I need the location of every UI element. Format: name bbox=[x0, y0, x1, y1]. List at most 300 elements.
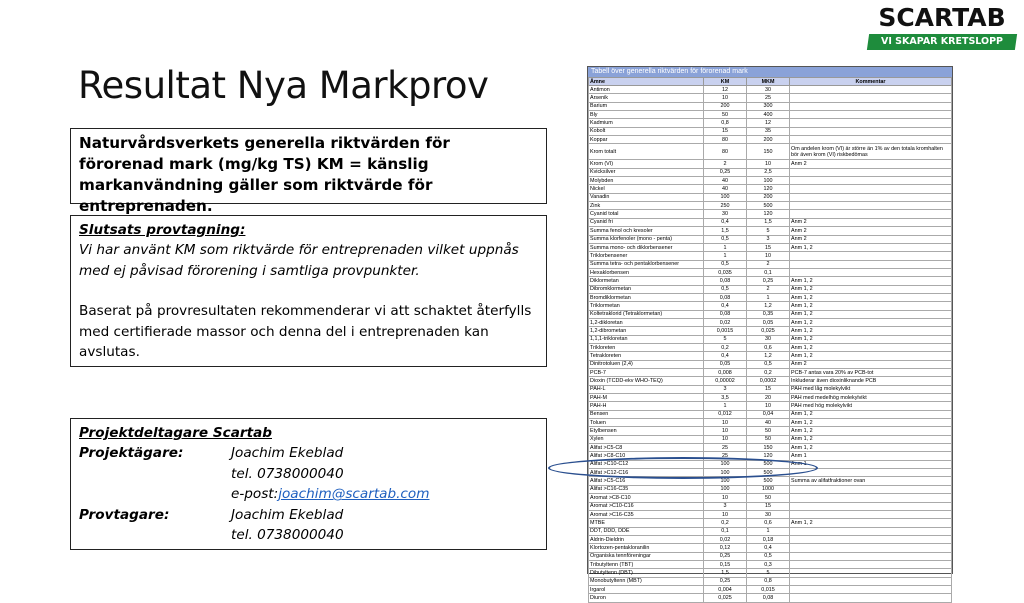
table-row bbox=[589, 360, 952, 368]
cell-mkm: 0,3 bbox=[747, 560, 790, 568]
table-row bbox=[589, 318, 952, 326]
cell-comment bbox=[790, 119, 952, 127]
table-row bbox=[589, 560, 952, 568]
cell-comment bbox=[790, 260, 952, 268]
cell-mkm: 2 bbox=[747, 285, 790, 293]
cell-km: 0,02 bbox=[704, 318, 747, 326]
cell-substance: Alifat >C12-C16 bbox=[589, 469, 704, 477]
cell-comment bbox=[790, 127, 952, 135]
table-row bbox=[589, 535, 952, 543]
cell-substance: Aromat >C8-C10 bbox=[589, 494, 704, 502]
cell-substance: Bly bbox=[589, 111, 704, 119]
cell-mkm: 10 bbox=[747, 160, 790, 168]
cell-mkm: 200 bbox=[747, 136, 790, 144]
cell-substance: Krom (VI) bbox=[589, 160, 704, 168]
cell-km: 0,4 bbox=[704, 218, 747, 226]
cell-substance: Aromat >C10-C16 bbox=[589, 502, 704, 510]
cell-comment: Anm 1, 2 bbox=[790, 310, 952, 318]
cell-mkm: 0,025 bbox=[747, 327, 790, 335]
cell-substance: PAH-H bbox=[589, 402, 704, 410]
cell-mkm: 1 bbox=[747, 293, 790, 301]
cell-comment bbox=[790, 485, 952, 493]
cell-mkm: 0,05 bbox=[747, 318, 790, 326]
cell-mkm: 0,2 bbox=[747, 369, 790, 377]
cell-substance: Organiska tennföreningar bbox=[589, 552, 704, 560]
cell-substance: Molybden bbox=[589, 177, 704, 185]
owner-tel-row bbox=[79, 464, 538, 484]
cell-comment: Summa av alifatfraktioner ovan bbox=[790, 477, 952, 485]
sampler-label: Provtagare: bbox=[79, 506, 170, 523]
table-row bbox=[589, 352, 952, 360]
cell-km: 0,25 bbox=[704, 168, 747, 176]
cell-comment: Anm 1, 2 bbox=[790, 519, 952, 527]
table-row bbox=[589, 210, 952, 218]
cell-mkm: 50 bbox=[747, 435, 790, 443]
table-row bbox=[589, 193, 952, 201]
cell-comment: Anm 1, 2 bbox=[790, 435, 952, 443]
cell-mkm: 500 bbox=[747, 469, 790, 477]
cell-comment bbox=[790, 94, 952, 102]
table-row bbox=[589, 485, 952, 493]
table-row bbox=[589, 235, 952, 243]
table-row bbox=[589, 285, 952, 293]
cell-substance: Diklormetan bbox=[589, 277, 704, 285]
cell-comment: PAH med medelhög molekylvikt bbox=[790, 394, 952, 402]
cell-mkm: 0,5 bbox=[747, 360, 790, 368]
table-row bbox=[589, 136, 952, 144]
cell-km: 0,4 bbox=[704, 302, 747, 310]
table-row bbox=[589, 377, 952, 385]
cell-km: 5 bbox=[704, 335, 747, 343]
cell-comment bbox=[790, 577, 952, 585]
table-row bbox=[589, 202, 952, 210]
cell-substance: PCB-7 bbox=[589, 369, 704, 377]
cell-substance: 1,2-dibrometan bbox=[589, 327, 704, 335]
logo-tagline: VI SKAPAR KRETSLOPP bbox=[880, 36, 1004, 47]
cell-mkm: 30 bbox=[747, 510, 790, 518]
table-row bbox=[589, 327, 952, 335]
conclusion-box bbox=[70, 215, 547, 367]
cell-km: 100 bbox=[704, 460, 747, 468]
cell-mkm: 15 bbox=[747, 385, 790, 393]
cell-comment: Anm 1, 2 bbox=[790, 285, 952, 293]
table-row bbox=[589, 494, 952, 502]
cell-mkm: 1,2 bbox=[747, 352, 790, 360]
col-header-substance: Ämne bbox=[589, 78, 704, 86]
sampler-tel-row bbox=[79, 525, 538, 545]
cell-substance: Summa mono- och diklorbensener bbox=[589, 243, 704, 251]
cell-substance: Summa tetra- och pentaklorbensener bbox=[589, 260, 704, 268]
cell-km: 40 bbox=[704, 185, 747, 193]
cell-km: 200 bbox=[704, 102, 747, 110]
cell-km: 0,035 bbox=[704, 268, 747, 276]
table-caption: Tabell över generella riktvärden för förorenad mark bbox=[588, 67, 952, 77]
table-row bbox=[589, 552, 952, 560]
col-header-mkm: MKM bbox=[747, 78, 790, 86]
cell-mkm: 0,8 bbox=[747, 577, 790, 585]
cell-mkm: 1000 bbox=[747, 485, 790, 493]
col-header-km: KM bbox=[704, 78, 747, 86]
table-row bbox=[589, 268, 952, 276]
cell-mkm: 5 bbox=[747, 227, 790, 235]
table-row bbox=[589, 594, 952, 602]
cell-mkm: 50 bbox=[747, 494, 790, 502]
table-row bbox=[589, 385, 952, 393]
table-row bbox=[589, 402, 952, 410]
cell-substance: Kvicksilver bbox=[589, 168, 704, 176]
cell-km: 0,025 bbox=[704, 594, 747, 602]
cell-comment bbox=[790, 86, 952, 94]
table-row bbox=[589, 519, 952, 527]
cell-km: 80 bbox=[704, 136, 747, 144]
cell-km: 25 bbox=[704, 444, 747, 452]
paragraph-spacer bbox=[79, 281, 538, 301]
cell-km: 10 bbox=[704, 419, 747, 427]
owner-name: Joachim Ekeblad bbox=[231, 445, 344, 462]
cell-comment bbox=[790, 544, 952, 552]
guideline-box bbox=[70, 128, 547, 215]
cell-mkm: 300 bbox=[747, 102, 790, 110]
cell-km: 12 bbox=[704, 86, 747, 94]
cell-km: 0,4 bbox=[704, 352, 747, 360]
cell-comment: Anm 1, 2 bbox=[790, 327, 952, 335]
table-row bbox=[589, 260, 952, 268]
cell-mkm: 0,6 bbox=[747, 519, 790, 527]
cell-km: 2 bbox=[704, 160, 747, 168]
cell-km: 0,5 bbox=[704, 235, 747, 243]
table-row bbox=[589, 335, 952, 343]
table-row bbox=[589, 227, 952, 235]
cell-mkm: 500 bbox=[747, 477, 790, 485]
cell-substance: Krom totalt bbox=[589, 144, 704, 160]
cell-mkm: 10 bbox=[747, 252, 790, 260]
cell-substance: Nickel bbox=[589, 185, 704, 193]
cell-substance: Etylbensen bbox=[589, 427, 704, 435]
cell-km: 0,08 bbox=[704, 277, 747, 285]
cell-comment bbox=[790, 569, 952, 577]
cell-comment: Anm 1, 2 bbox=[790, 277, 952, 285]
cell-mkm: 12 bbox=[747, 119, 790, 127]
table-row bbox=[589, 243, 952, 251]
cell-km: 30 bbox=[704, 210, 747, 218]
cell-mkm: 10 bbox=[747, 402, 790, 410]
cell-km: 1 bbox=[704, 252, 747, 260]
cell-substance: Klortozen-pentakloranilin bbox=[589, 544, 704, 552]
cell-mkm: 20 bbox=[747, 394, 790, 402]
cell-mkm: 0,35 bbox=[747, 310, 790, 318]
owner-email-row bbox=[79, 484, 538, 504]
table-row bbox=[589, 410, 952, 418]
cell-km: 0,008 bbox=[704, 369, 747, 377]
table-row bbox=[589, 419, 952, 427]
table-row bbox=[589, 510, 952, 518]
cell-mkm: 120 bbox=[747, 185, 790, 193]
cell-km: 15 bbox=[704, 127, 747, 135]
table-row bbox=[589, 369, 952, 377]
participants-heading: Projektdeltagare Scartab bbox=[79, 425, 272, 441]
cell-mkm: 2 bbox=[747, 260, 790, 268]
cell-mkm: 500 bbox=[747, 460, 790, 468]
cell-km: 100 bbox=[704, 477, 747, 485]
cell-km: 0,0015 bbox=[704, 327, 747, 335]
table-row bbox=[589, 394, 952, 402]
table-row bbox=[589, 343, 952, 351]
participants-box bbox=[70, 418, 547, 550]
cell-substance: Summa fenol och kresoler bbox=[589, 227, 704, 235]
cell-comment: Om andelen krom (VI) är större än 1% av den totala kromhalten bör även krom (VI) riskbedömas bbox=[790, 144, 952, 160]
cell-substance: Vanadin bbox=[589, 193, 704, 201]
cell-km: 3 bbox=[704, 502, 747, 510]
cell-comment: Anm 2 bbox=[790, 227, 952, 235]
cell-mkm: 35 bbox=[747, 127, 790, 135]
cell-mkm: 40 bbox=[747, 419, 790, 427]
table-row bbox=[589, 302, 952, 310]
cell-mkm: 400 bbox=[747, 111, 790, 119]
cell-substance: Dibromklormetan bbox=[589, 285, 704, 293]
cell-km: 50 bbox=[704, 111, 747, 119]
cell-km: 100 bbox=[704, 485, 747, 493]
table-row bbox=[589, 277, 952, 285]
cell-km: 10 bbox=[704, 510, 747, 518]
cell-comment: Anm 1, 2 bbox=[790, 293, 952, 301]
cell-substance: Bensen bbox=[589, 410, 704, 418]
cell-substance: Hexaklorbensen bbox=[589, 268, 704, 276]
cell-km: 25 bbox=[704, 452, 747, 460]
cell-substance: 1,1,1-trikloretan bbox=[589, 335, 704, 343]
cell-comment bbox=[790, 510, 952, 518]
cell-comment bbox=[790, 193, 952, 201]
table-row bbox=[589, 160, 952, 168]
cell-comment: Anm 1, 2 bbox=[790, 419, 952, 427]
cell-km: 10 bbox=[704, 94, 747, 102]
cell-substance: Toluen bbox=[589, 419, 704, 427]
cell-km: 40 bbox=[704, 177, 747, 185]
cell-substance: Cyanid fri bbox=[589, 218, 704, 226]
cell-mkm: 0,25 bbox=[747, 277, 790, 285]
cell-substance: Kobolt bbox=[589, 127, 704, 135]
cell-km: 0,08 bbox=[704, 310, 747, 318]
cell-comment bbox=[790, 535, 952, 543]
cell-comment bbox=[790, 202, 952, 210]
cell-mkm: 150 bbox=[747, 144, 790, 160]
table-row bbox=[589, 218, 952, 226]
cell-km: 80 bbox=[704, 144, 747, 160]
cell-km: 1,5 bbox=[704, 569, 747, 577]
table-row bbox=[589, 569, 952, 577]
cell-mkm: 0,0002 bbox=[747, 377, 790, 385]
cell-substance: Xylen bbox=[589, 435, 704, 443]
cell-substance: Alifat >C5-C16 bbox=[589, 477, 704, 485]
cell-km: 0,25 bbox=[704, 577, 747, 585]
logo-wordmark: SCARTAB bbox=[878, 3, 1006, 32]
cell-km: 1 bbox=[704, 402, 747, 410]
cell-substance: Aldrin-Dieldrin bbox=[589, 535, 704, 543]
cell-mkm: 0,04 bbox=[747, 410, 790, 418]
cell-km: 0,00002 bbox=[704, 377, 747, 385]
cell-comment bbox=[790, 527, 952, 535]
cell-comment: PAH med låg molekylvikt bbox=[790, 385, 952, 393]
cell-comment bbox=[790, 268, 952, 276]
cell-substance: PAH-M bbox=[589, 394, 704, 402]
table-row bbox=[589, 544, 952, 552]
cell-mkm: 0,6 bbox=[747, 343, 790, 351]
cell-mkm: 0,1 bbox=[747, 268, 790, 276]
conclusion-para-1: Vi har använt KM som riktvärde för entreprenaden vilket uppnås med ej påvisad förorening i samtliga provpunkter. bbox=[79, 242, 519, 279]
cell-substance: Triklorbensener bbox=[589, 252, 704, 260]
cell-substance: Trikloreten bbox=[589, 343, 704, 351]
cell-substance: MTBE bbox=[589, 519, 704, 527]
table-row bbox=[589, 527, 952, 535]
cell-substance: Dioxin (TCDD-ekv WHO-TEQ) bbox=[589, 377, 704, 385]
cell-comment bbox=[790, 552, 952, 560]
cell-comment bbox=[790, 210, 952, 218]
cell-mkm: 2,5 bbox=[747, 168, 790, 176]
cell-km: 100 bbox=[704, 469, 747, 477]
cell-km: 0,12 bbox=[704, 544, 747, 552]
cell-km: 0,2 bbox=[704, 519, 747, 527]
cell-mkm: 15 bbox=[747, 243, 790, 251]
cell-km: 1,5 bbox=[704, 227, 747, 235]
cell-comment: Anm 2 bbox=[790, 360, 952, 368]
cell-mkm: 200 bbox=[747, 193, 790, 201]
sampler-name: Joachim Ekeblad bbox=[231, 506, 344, 523]
table-row bbox=[589, 119, 952, 127]
cell-km: 0,012 bbox=[704, 410, 747, 418]
table-body bbox=[589, 86, 952, 603]
cell-km: 0,25 bbox=[704, 552, 747, 560]
cell-mkm: 0,08 bbox=[747, 594, 790, 602]
cell-mkm: 150 bbox=[747, 444, 790, 452]
cell-comment bbox=[790, 594, 952, 602]
cell-substance: Antimon bbox=[589, 86, 704, 94]
cell-km: 0,15 bbox=[704, 560, 747, 568]
cell-mkm: 1 bbox=[747, 527, 790, 535]
cell-comment: Anm 1, 2 bbox=[790, 343, 952, 351]
cell-km: 100 bbox=[704, 193, 747, 201]
cell-comment: PAH med hög molekylvikt bbox=[790, 402, 952, 410]
table-row bbox=[589, 86, 952, 94]
cell-substance: Irgarol bbox=[589, 585, 704, 593]
cell-substance: Triklormetan bbox=[589, 302, 704, 310]
table-row bbox=[589, 111, 952, 119]
cell-km: 250 bbox=[704, 202, 747, 210]
cell-comment: Anm 1, 2 bbox=[790, 335, 952, 343]
cell-mkm: 120 bbox=[747, 210, 790, 218]
cell-mkm: 25 bbox=[747, 94, 790, 102]
cell-substance: Diuron bbox=[589, 594, 704, 602]
cell-mkm: 15 bbox=[747, 502, 790, 510]
cell-comment bbox=[790, 102, 952, 110]
table-row bbox=[589, 168, 952, 176]
guideline-text: Naturvårdsverkets generella riktvärden för förorenad mark (mg/kg TS) KM = känslig markanvändning gäller som riktvärde för entreprenaden. bbox=[79, 134, 450, 215]
cell-mkm: 30 bbox=[747, 86, 790, 94]
table-row bbox=[589, 427, 952, 435]
cell-mkm: 500 bbox=[747, 202, 790, 210]
cell-km: 0,1 bbox=[704, 527, 747, 535]
cell-substance: Alifat >C5-C8 bbox=[589, 444, 704, 452]
table-row bbox=[589, 127, 952, 135]
cell-mkm: 100 bbox=[747, 177, 790, 185]
cell-substance: Dibutyltenn (DBT) bbox=[589, 569, 704, 577]
cell-substance: Alifat >C16-C35 bbox=[589, 485, 704, 493]
cell-comment: Anm 1, 2 bbox=[790, 410, 952, 418]
cell-substance: Tributyltenn (TBT) bbox=[589, 560, 704, 568]
owner-row bbox=[79, 443, 538, 463]
cell-substance: Aromat >C16-C35 bbox=[589, 510, 704, 518]
cell-comment bbox=[790, 585, 952, 593]
cell-km: 10 bbox=[704, 427, 747, 435]
table-row bbox=[589, 144, 952, 160]
table-row bbox=[589, 94, 952, 102]
cell-substance: Tetrakloreten bbox=[589, 352, 704, 360]
cell-mkm: 30 bbox=[747, 335, 790, 343]
cell-comment: Inkluderar även dioxinliknande PCB bbox=[790, 377, 952, 385]
table-row bbox=[589, 310, 952, 318]
cell-km: 0,8 bbox=[704, 119, 747, 127]
guideline-values-table bbox=[587, 66, 953, 601]
slide-title: Resultat Nya Markprov bbox=[78, 64, 489, 107]
cell-comment bbox=[790, 560, 952, 568]
cell-comment: Anm 2 bbox=[790, 218, 952, 226]
conclusion-heading: Slutsats provtagning: bbox=[79, 222, 246, 238]
owner-email-link[interactable]: joachim@scartab.com bbox=[278, 486, 430, 503]
cell-comment bbox=[790, 177, 952, 185]
table-row bbox=[589, 185, 952, 193]
cell-km: 3,5 bbox=[704, 394, 747, 402]
cell-substance: Arsenik bbox=[589, 94, 704, 102]
cell-comment bbox=[790, 252, 952, 260]
cell-km: 0,2 bbox=[704, 343, 747, 351]
sampler-row bbox=[79, 505, 538, 525]
table-row bbox=[589, 585, 952, 593]
cell-comment: Anm 1 bbox=[790, 460, 952, 468]
cell-km: 1 bbox=[704, 243, 747, 251]
cell-mkm: 0,5 bbox=[747, 552, 790, 560]
cell-substance: Summa klorfenoler (mono - penta) bbox=[589, 235, 704, 243]
cell-substance: Kadmium bbox=[589, 119, 704, 127]
cell-substance: Bromdiklormetan bbox=[589, 293, 704, 301]
owner-label: Projektägare: bbox=[79, 445, 184, 462]
cell-comment: Anm 1, 2 bbox=[790, 302, 952, 310]
cell-mkm: 120 bbox=[747, 452, 790, 460]
cell-mkm: 50 bbox=[747, 427, 790, 435]
cell-substance: Alifat >C10-C12 bbox=[589, 460, 704, 468]
cell-substance: Alifat >C8-C10 bbox=[589, 452, 704, 460]
spacer bbox=[79, 464, 231, 484]
cell-km: 0,5 bbox=[704, 285, 747, 293]
table-row bbox=[589, 177, 952, 185]
cell-km: 0,05 bbox=[704, 360, 747, 368]
cell-substance: Monobutyltenn (MBT) bbox=[589, 577, 704, 585]
cell-comment: PCB-7 antas vara 20% av PCB-tot bbox=[790, 369, 952, 377]
table-row bbox=[589, 252, 952, 260]
cell-comment: Anm 1, 2 bbox=[790, 352, 952, 360]
table-row bbox=[589, 502, 952, 510]
cell-mkm: 0,015 bbox=[747, 585, 790, 593]
table-row bbox=[589, 435, 952, 443]
cell-mkm: 3 bbox=[747, 235, 790, 243]
owner-email-prefix: e-post: bbox=[231, 486, 279, 503]
cell-substance: 1,2-dikloretan bbox=[589, 318, 704, 326]
cell-substance: Zink bbox=[589, 202, 704, 210]
cell-km: 0,004 bbox=[704, 585, 747, 593]
cell-substance: DDT, DDD, DDE bbox=[589, 527, 704, 535]
cell-substance: Dinitrotoluen (2,4) bbox=[589, 360, 704, 368]
cell-km: 10 bbox=[704, 435, 747, 443]
table-row bbox=[589, 444, 952, 452]
table-row bbox=[589, 102, 952, 110]
cell-comment: Anm 1, 2 bbox=[790, 318, 952, 326]
